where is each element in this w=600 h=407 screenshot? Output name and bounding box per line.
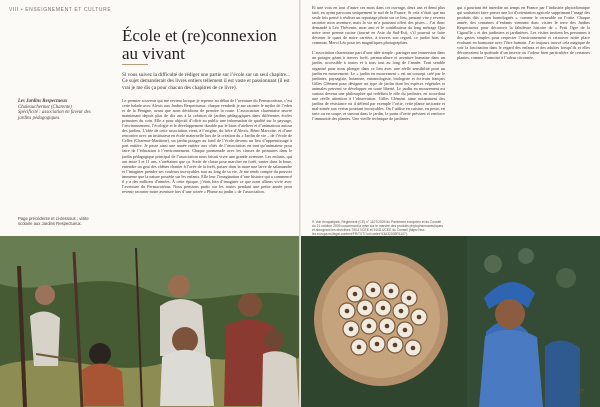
page-title: École et (re)connexion au vivant xyxy=(122,26,277,63)
right-col1-paragraph-1: Et une voix en tout d’autre ces mots dans cet ouvrage, deux ans et demi plus tard, en ayant parcouru uniquement le sud de la France. Si cela n’était que ma seule fois pensé à réaliser un reportage photo sur ce lieu, pensant vite y revenir raconter mon aventure, mais la vie m’a pourtant offert des pistes... J’ai donc demandé à Léo Thévenin, mon ami et le contributeur du long métrage Que notre terre prenne racine (tourné en Asie du Sud-Est), s’il pouvait se faire dévouer le quart de notre carrière, à travers son regard, ce jardin hors du commun. Merci Léo pour tes magnifiques photographies. xyxy=(312,5,445,46)
left-page xyxy=(0,0,299,407)
photo-insect-hotel xyxy=(301,236,600,407)
left-body-text: Le premier souvenir qui me revient lorsque je repense au début de l’aventure du Permacotéour, c’est cette balade avec Alexis aux Jardins Respectueux, chaque vendredi je me raconte le mythe de l’eden et de la Pénigne, avant que nous décidions de prendre la route. L’association charentaise œuvre maintenant depuis plus de dix ans à la création de jardins pédagogiques dans différentes écoles primaires du coin. Elle a pour objectif d’offrir au public une information de qualité sur le paysage, l’environnement, l’écologie et le développement durable par le biais d’ateliers et d’animations autour des jardins. L’idée de cette association vient, à l’origine, du frère d’Alexis, Rémi Marcotte, et d’une rencontre avec un instituteur en école maternelle lors de la création du « Jardin de vie – de l’école de Celles (Charente-Maritime), un jardin potager au fond de l’école devenu un lieu d’apprentissage à part entière. Je passe ainsi une année entière aux côtés de l’association en tant qu’animateur pour faire de l’éducation à l’environnement. Chaque promenade avec les classes de primaires dans le jardin pédagogique principal de l’association nous faisait vivre une grande aventure. Les enfants, qui ont entre 3 et 11 ans, s’arrêtaient que ça. Sortir de classe pour marcher en forêt, sauter dans la boue, entendre un geai des chênes chanter à l’orée de la forêt, passer dans la mare une larve de salamandre et l’imaginer prendre ses couleurs incroyables tout au long de sa vie. Je me rends compte du pouvoir immense que la nature possède sur les enfants. Elle leur l’imagination d’une histoire qui a commencé il y a des millions d’années. À cette époque, j’étais loin d’imaginer ce que nous allions vivre avec l’aventure du Permacotéour. Nous pensions partir sur les routes pendant une petite année pour revenir raconter notre aventure lors d’une soirée « Plume au jardin » de l’association. xyxy=(122,98,292,194)
right-column-1 xyxy=(312,5,445,121)
left-body-column xyxy=(122,98,292,194)
children-garden-illustration xyxy=(0,236,299,407)
sidebar-heading: Les Jardins Respectueux xyxy=(18,99,68,104)
right-column-2 xyxy=(457,5,590,61)
sidebar-note xyxy=(18,99,103,121)
lede-paragraph: Si vous suivez la difficulté de rédiger une partie sur l’école sur un seul chapitre... Ce sujet demanderait des livres entiers tellement il est vaste et passionnant (il est vrai je me dis ça pour chacun des chapitres de ce livre). xyxy=(122,72,291,91)
sidebar-location: Chaleauchermet (Charente) xyxy=(18,104,72,110)
title-divider xyxy=(122,64,148,65)
footnote: 9. Voir écropalipsis, Règlement (CE) n° 1107/2009 du Parlement européen et du Conseil du 21 octobre 2009 concernant la mise sur le marché des produits phytopharmaceutiques et abrogeant les directives 79/117/CEE et 91/414/CEE du Conseil (https://eur-lex.europa.eu/legal-content/FR/TXT/?uri=celex%3A32009R1107). xyxy=(312,220,444,236)
right-col1-paragraph-2: L’association charentaise part d’une idée simple : partager une immersion dans un potager géant à travers forêt, permaculture et aventure humaine dans un jardin, accessible à toutes et à tous tout au long de l’année. Tout semble organisé pour nous plonger dans ce lieu avec une réelle sensibilité pour un jardin en mouvement. Le « jardin en mouvement » est un concept créé par le jardinier, paysagiste, botaniste, entomologiste, biologiste et écrivain français Gilles Clément pour désigner un type de jardin dont les espèces végétales et animales peuvent se développer en toute liberté. Le jardin en mouvement est surtout devenu une philosophie qui redéfinit le rôle du jardinier, en accordant une réelle attention à l’observation. Gilles Clément aime notamment des jardins de résistance où il défend par exemple l’ortie, cette plante urticante et mal-aimée aux vertus pourtant incroyables. On l’utilise en cuisine, en pesto, en tarte ou en soupe, et surtout dans le jardin, le purin d’ortie prévient et renforce l’immunité des plantes. Une vieille technique de jardinier xyxy=(312,50,445,121)
sidebar-specificity: Spécificité : association en faveur des jardins pédagogiques. xyxy=(18,110,91,121)
right-col2-paragraph: qui a pourtant été interdite un temps en France par l’industrie phytochimique qui souhaitait faire passer une loi d’orientation agricole supprimant l’usage des produits dits « non homologués », comme le cerneuble ou l’ortie. Chaque année, des centaines d’enfants viennent donc visiter le terre des Jardins Respectueux pour découvrir la fabuleuse histoire de « Petit Ogre de la Cigouille » et des jardiniers et jardinières. Les visites invitent les personnes à des gestes simples pour respecter l’environnement et retrouver notre place évoluant en harmonie avec l’être humain. J’ai toujours trouvé cela magique de voir la fascination dans le regard des enfants et des adultes lorsqu’ils et elles découvraient la quiétude d’un insecte ou l’odeur bien particulière de certaines plantes, comme l’armoise à l’odeur citronnée. xyxy=(457,5,590,61)
insect-hotel-illustration xyxy=(301,236,600,407)
page-number: 207 xyxy=(576,389,585,395)
photo-children-garden xyxy=(0,236,299,407)
photo-caption: Page précédente et ci-dessous : visite scolaire aux Jardins Respectueux. xyxy=(18,216,89,226)
right-page xyxy=(301,0,600,407)
running-head: VIII • ENSEIGNEMENT ET CULTURE xyxy=(9,7,112,13)
